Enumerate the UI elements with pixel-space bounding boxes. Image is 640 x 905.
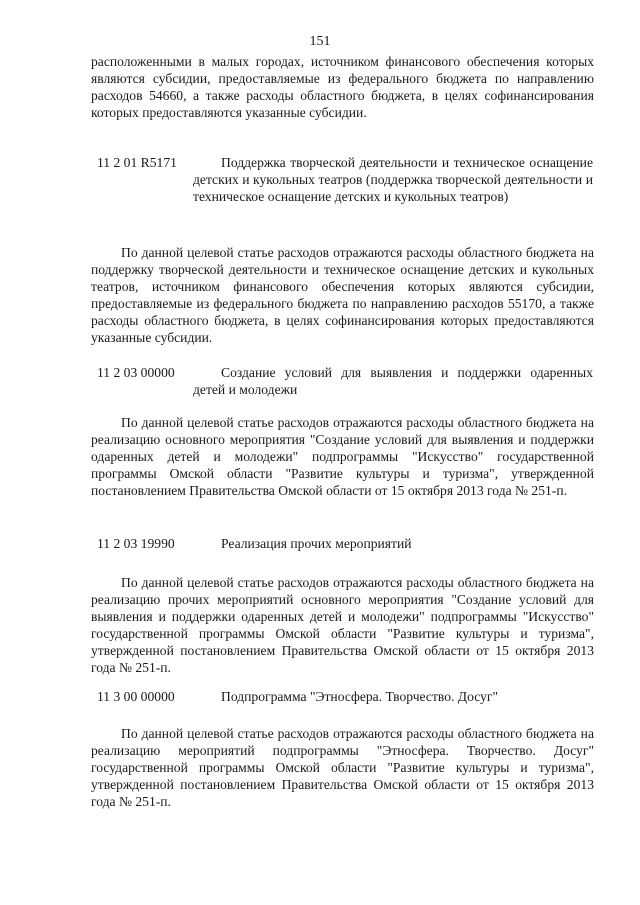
paragraph-11203-19990-description: По данной целевой статье расходов отражаются расходы областного бюджета на реализацию прочих мероприятий основного мероприятия "Создание условий для выявления и поддержки одаренных детей и молодежи" подпрограммы "Искусство" государственной программы Омской области "Развитие культуры и туризма", утвержденной постановлением Правительства Омской области от 15 октября 2013 года № 251-п. xyxy=(91,575,594,675)
budget-entry-title: Подпрограмма "Этносфера. Творчество. Досуг" xyxy=(221,689,498,704)
paragraph-11300-00000-description: По данной целевой статье расходов отражаются расходы областного бюджета на реализацию мероприятий подпрограммы "Этносфера. Творчество. Досуг" государственной программы Омской области "Развитие культуры и туризма", утвержденной постановлением Правительства Омской области от 15 октября 2013 года № 251-п. xyxy=(91,726,594,809)
paragraph-r5171-description: По данной целевой статье расходов отражаются расходы областного бюджета на поддержку творческой деятельности и техническое оснащение детских и кукольных театров, источником финансового обеспечения которых являются субсидии, предоставляемые из федерального бюджета по направлению расходов 55170, а также расходы областного бюджета, в целях софинансирования которых предоставляются указанные субсидии. xyxy=(91,245,594,345)
budget-code: 11 3 00 00000 xyxy=(97,689,175,704)
budget-entry-title: Реализация прочих мероприятий xyxy=(221,536,412,551)
budget-code: 11 2 03 19990 xyxy=(97,536,175,551)
paragraph-11203-00000-description: По данной целевой статье расходов отражаются расходы областного бюджета на реализацию основного мероприятия "Создание условий для выявления и поддержки одаренных детей и молодежи" подпрограммы "Искусство" государственной программы Омской области "Развитие культуры и туризма", утвержденной постановлением Правительства Омской области от 15 октября 2013 года № 251-п. xyxy=(91,415,594,498)
page-number: 151 xyxy=(309,34,331,49)
paragraph-continuation: расположенными в малых городах, источником финансового обеспечения которых являются субсидии, предоставляемые из федерального бюджета по направлению расходов 54660, а также расходы областного бюджета, в целях софинансирования которых предоставляются указанные субсидии. xyxy=(91,54,594,120)
budget-entry-title: Создание условий для выявления и поддержки одаренных детей и молодежи xyxy=(193,365,593,397)
budget-code: 11 2 03 00000 xyxy=(97,365,175,380)
budget-code: 11 2 01 R5171 xyxy=(97,155,177,170)
budget-entry-title: Поддержка творческой деятельности и техническое оснащение детских и кукольных театров (поддержка творческой деятельности и техническое оснащение детских и кукольных театров) xyxy=(193,155,593,204)
